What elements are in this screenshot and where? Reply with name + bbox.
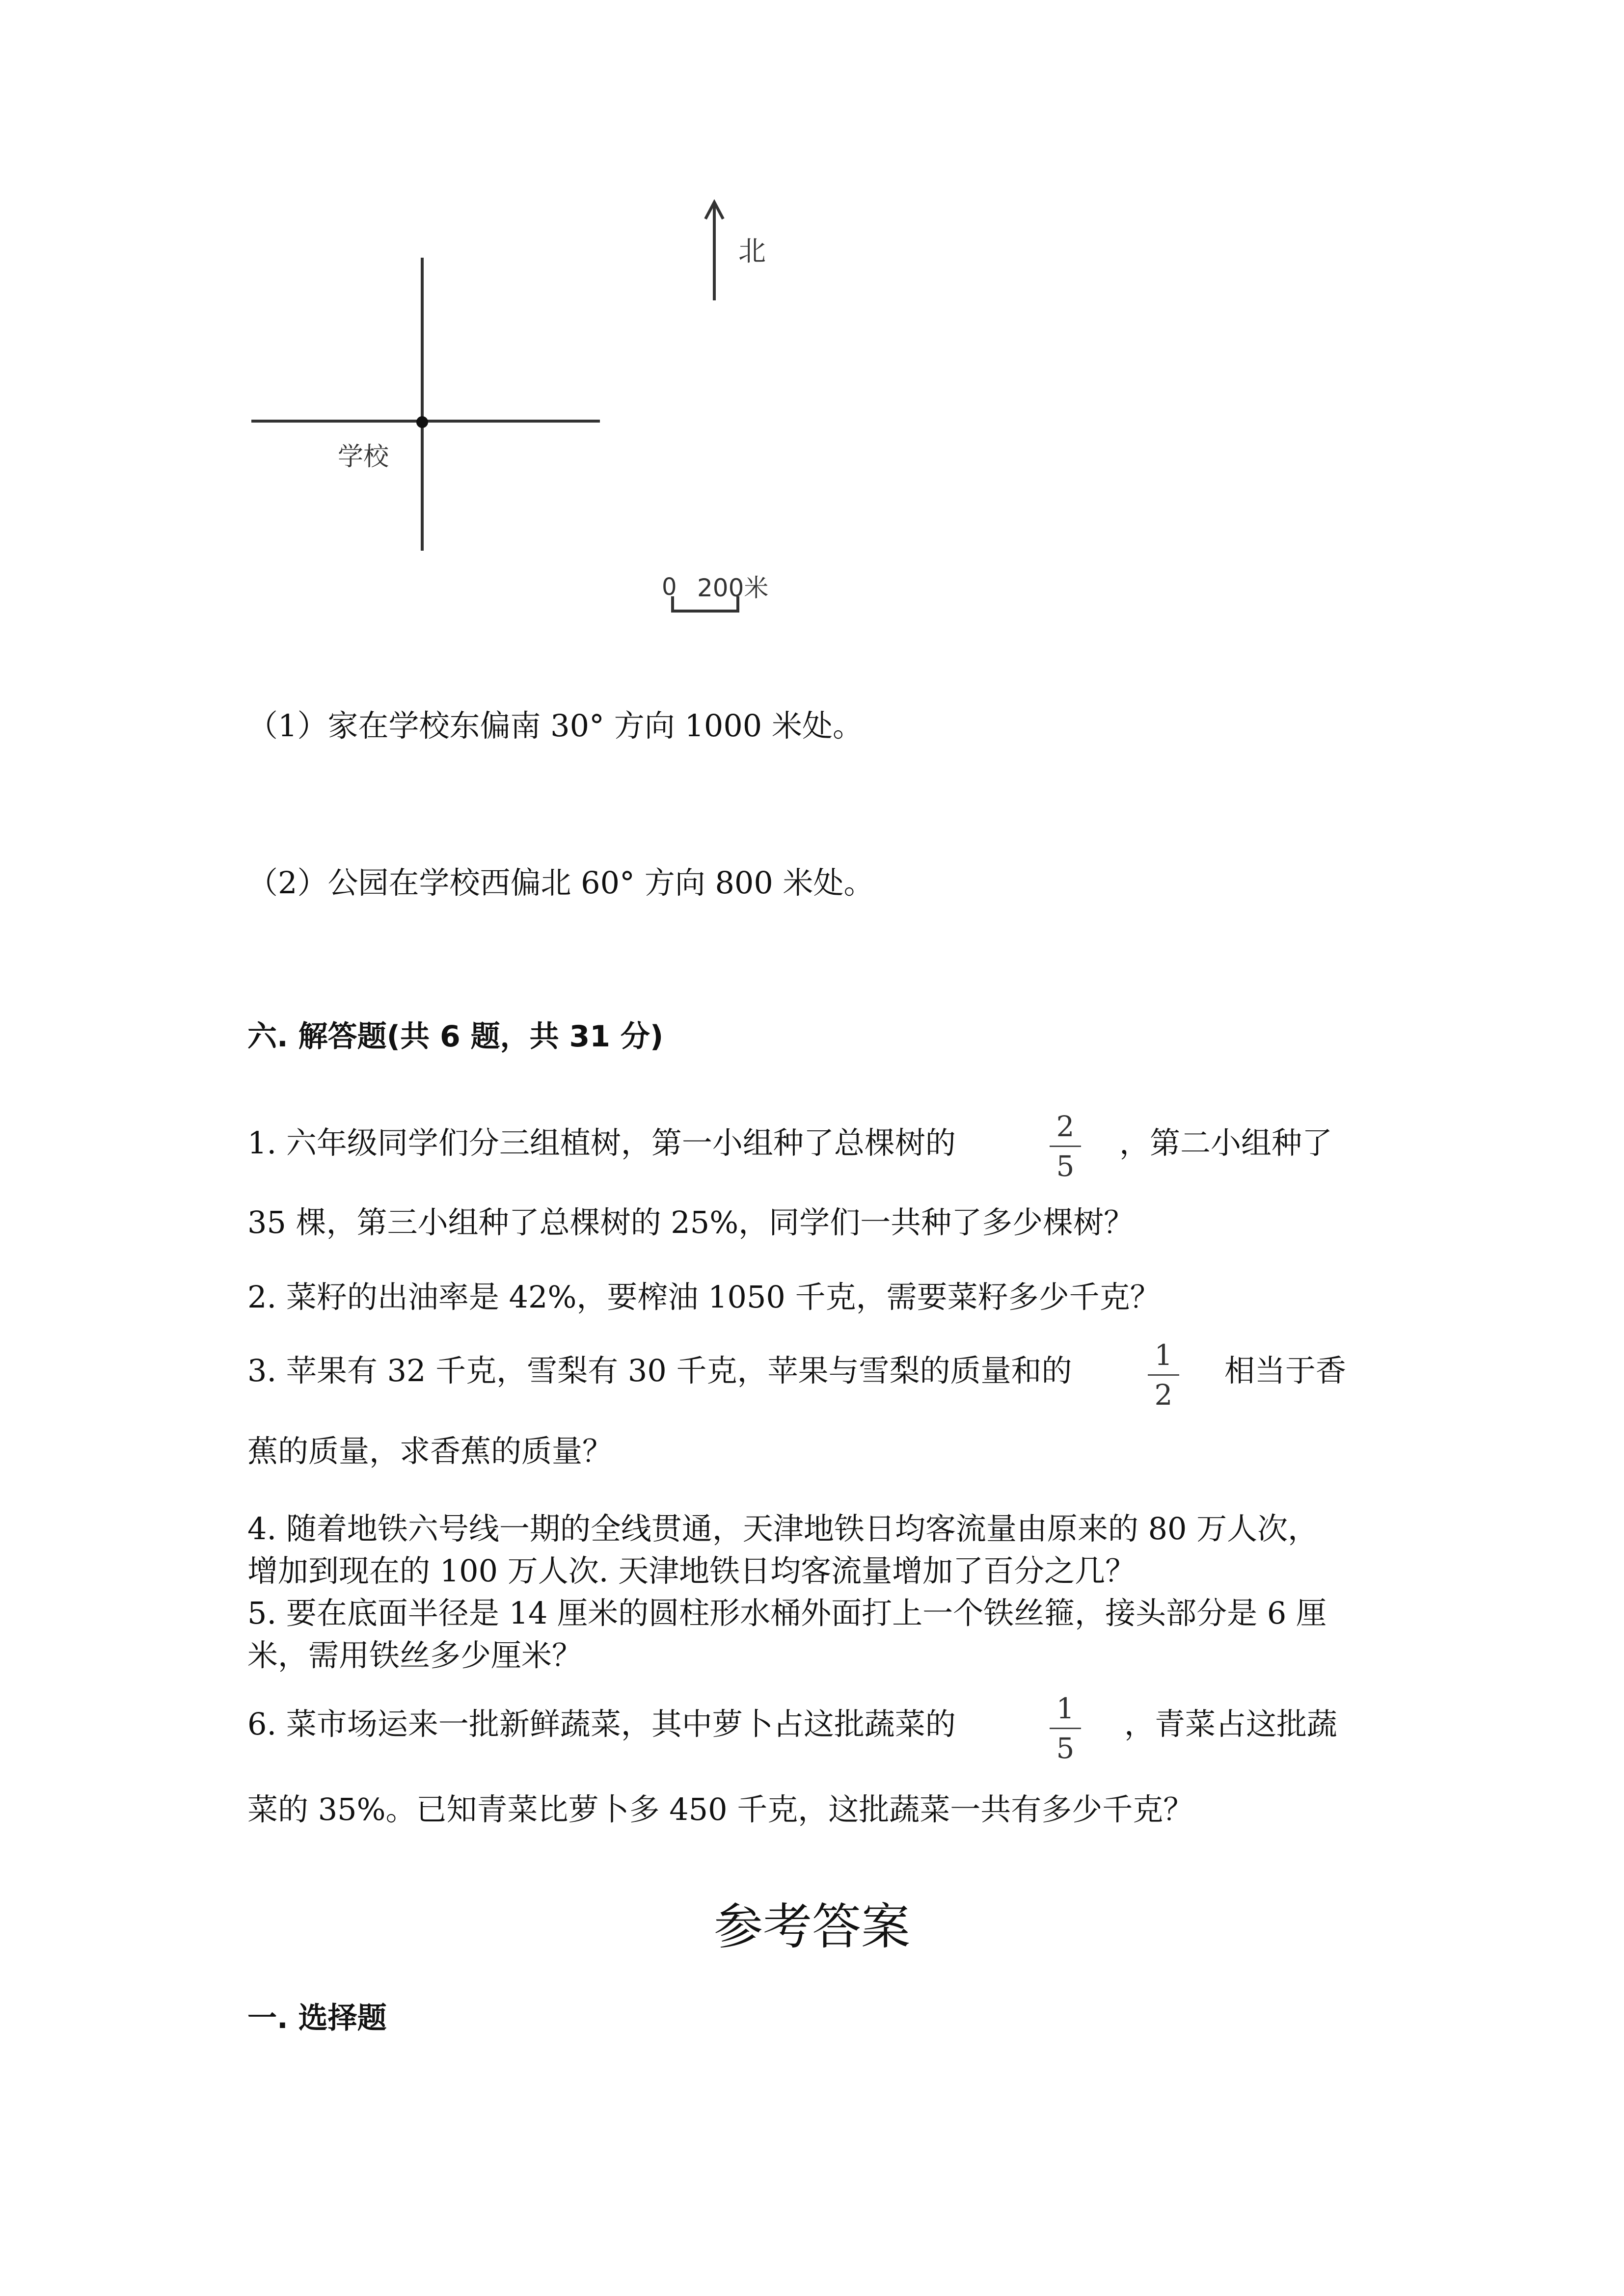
task-1: （1）家在学校东偏南 30° 方向 1000 米处。: [247, 708, 863, 744]
q1-line2: 35 棵，第三小组种了总棵树的 25%，同学们一共种了多少棵树？: [247, 1204, 1135, 1240]
q4-line2: 增加到现在的 100 万人次. 天津地铁日均客流量增加了百分之几？: [247, 1553, 1136, 1589]
north-arrow-icon: [705, 202, 723, 300]
scale-value-label: 200米: [697, 574, 769, 602]
q6-fraction: [1046, 1692, 1085, 1765]
school-label: 学校: [338, 442, 389, 472]
school-point: [416, 416, 428, 428]
q3-frac-denominator: 2: [1154, 1378, 1173, 1412]
direction-diagram: [0, 0, 1624, 638]
q5-line2: 米，需用铁丝多少厘米？: [247, 1637, 583, 1673]
q4-line1: 4. 随着地铁六号线一期的全线贯通，天津地铁日均客流量由原来的 80 万人次，: [247, 1511, 1319, 1547]
task-2: （2）公园在学校西偏北 60° 方向 800 米处。: [247, 865, 874, 901]
q6-line1-a: 6. 菜市场运来一批新鲜蔬菜，其中萝卜占这批蔬菜的: [247, 1706, 956, 1742]
q3-line1-b: 相当于香: [1224, 1353, 1347, 1388]
q6-frac-denominator: 5: [1056, 1732, 1075, 1765]
q2: 2. 菜籽的出油率是 42%，要榨油 1050 千克，需要菜籽多少千克？: [247, 1279, 1161, 1315]
q1-line1-b: ，第二小组种了: [1119, 1125, 1333, 1161]
q3-line1-a: 3. 苹果有 32 千克，雪梨有 30 千克，苹果与雪梨的质量和的: [247, 1353, 1072, 1388]
scale-zero-label: 0: [662, 573, 677, 601]
q3-fraction: [1144, 1338, 1183, 1412]
q6-frac-numerator: 1: [1056, 1692, 1075, 1725]
q5-line1: 5. 要在底面半径是 14 厘米的圆柱形水桶外面打上一个铁丝箍，接头部分是 6 厘: [247, 1595, 1327, 1631]
q3-frac-numerator: 1: [1154, 1338, 1173, 1372]
q1-line1-a: 1. 六年级同学们分三组植树，第一小组种了总棵树的: [247, 1125, 956, 1161]
q6-line2: 菜的 35%。已知青菜比萝卜多 450 千克，这批蔬菜一共有多少千克？: [247, 1791, 1194, 1827]
q1-frac-numerator: 2: [1056, 1110, 1075, 1143]
q1-fraction: [1046, 1110, 1085, 1183]
q3-line2: 蕉的质量，求香蕉的质量？: [247, 1433, 613, 1469]
answers-title: 参考答案: [714, 1898, 910, 1955]
north-label: 北: [738, 236, 766, 267]
answers-section-1: 一. 选择题: [247, 2001, 387, 2035]
q1-frac-denominator: 5: [1056, 1149, 1075, 1183]
q6-line1-b: ，青菜占这批蔬: [1124, 1706, 1338, 1742]
section-6-heading: 六. 解答题(共 6 题，共 31 分): [247, 1019, 664, 1054]
